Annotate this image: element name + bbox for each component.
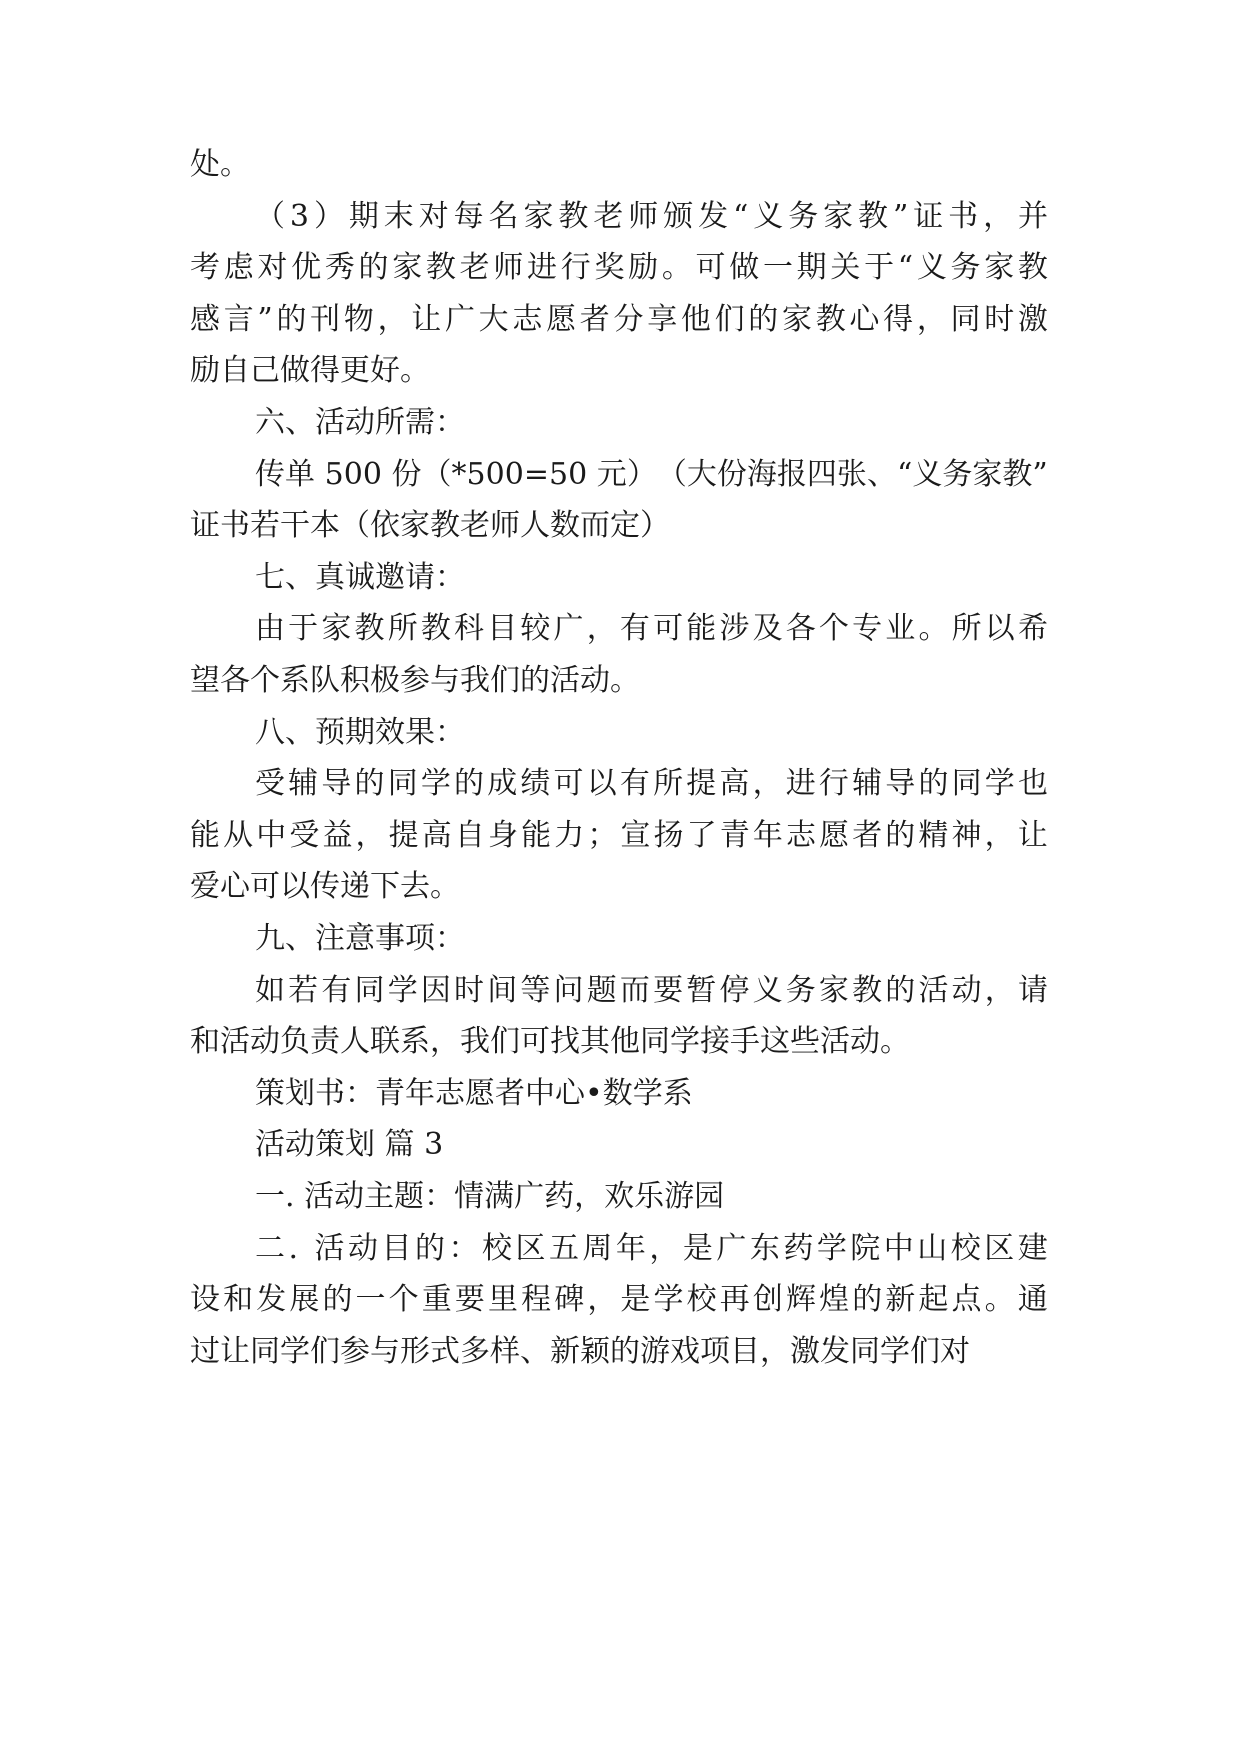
text-line: 策划书：青年志愿者中心•数学系 xyxy=(255,1075,693,1111)
text-line: （ 3 ） 期 末 对 每 名 家 教 老 师 颁 发 “ 义 务 家 教 ” 证 书 ， 并 xyxy=(255,198,1048,234)
text-line: 如 若 有 同 学 因 时 间 等 问 题 而 要 暂 停 义 务 家 教 的 活 动 ， 请 xyxy=(255,972,1048,1008)
text-line: 设 和 发 展 的 一 个 重 要 里 程 碑 ， 是 学 校 再 创 辉 煌 的 新 起 点 。 通 xyxy=(190,1282,1048,1318)
text-line: 感 言 ” 的 刊 物 ， 让 广 大 志 愿 者 分 享 他 们 的 家 教 心 得 ， 同 时 激 xyxy=(190,301,1048,337)
text-line: 受 辅 导 的 同 学 的 成 绩 可 以 有 所 提 高 ， 进 行 辅 导 的 同 学 也 xyxy=(255,766,1048,802)
text-line: 励自己做得更好。 xyxy=(190,353,430,389)
text-line: 由 于 家 教 所 教 科 目 较 广 ， 有 可 能 涉 及 各 个 专 业 。 所 以 希 xyxy=(255,611,1048,647)
text-line: 证书若干本（依家教老师人数而定） xyxy=(190,508,670,544)
text-line: 九、注意事项： xyxy=(255,921,465,956)
text-line: 爱心可以传递下去。 xyxy=(190,869,460,905)
text-line: 过让同学们参与形式多样、新颖的游戏项目，激发同学们对 xyxy=(190,1333,970,1369)
text-line: 六、活动所需： xyxy=(255,405,465,440)
text-line: 传 单 5 0 0 份 （ * 5 0 0 = 5 0 元 ） （ 大 份 海 报 四 张 、 “ 义 务 家 教 ” xyxy=(255,456,1048,492)
text-line: 八、预期效果： xyxy=(255,714,465,750)
text-line: 七、真诚邀请： xyxy=(255,559,465,595)
text-line: 二 . 活 动 目 的 ： 校 区 五 周 年 ， 是 广 东 药 学 院 中 山 校 区 建 xyxy=(255,1230,1048,1266)
text-line: 一. 活动主题：情满广药，欢乐游园 xyxy=(255,1179,725,1214)
text-line: 活动策划 篇 3 xyxy=(255,1127,444,1163)
text-line: 和活动负责人联系，我们可找其他同学接手这些活动。 xyxy=(190,1024,910,1060)
text-line: 能 从 中 受 益 ， 提 高 自 身 能 力 ； 宣 扬 了 青 年 志 愿 者 的 精 神 ， 让 xyxy=(190,817,1048,853)
text-line: 处。 xyxy=(190,147,250,182)
text-line: 考 虑 对 优 秀 的 家 教 老 师 进 行 奖 励 。 可 做 一 期 关 于 “ 义 务 家 教 xyxy=(190,250,1048,286)
text-line: 望各个系队积极参与我们的活动。 xyxy=(190,663,640,698)
